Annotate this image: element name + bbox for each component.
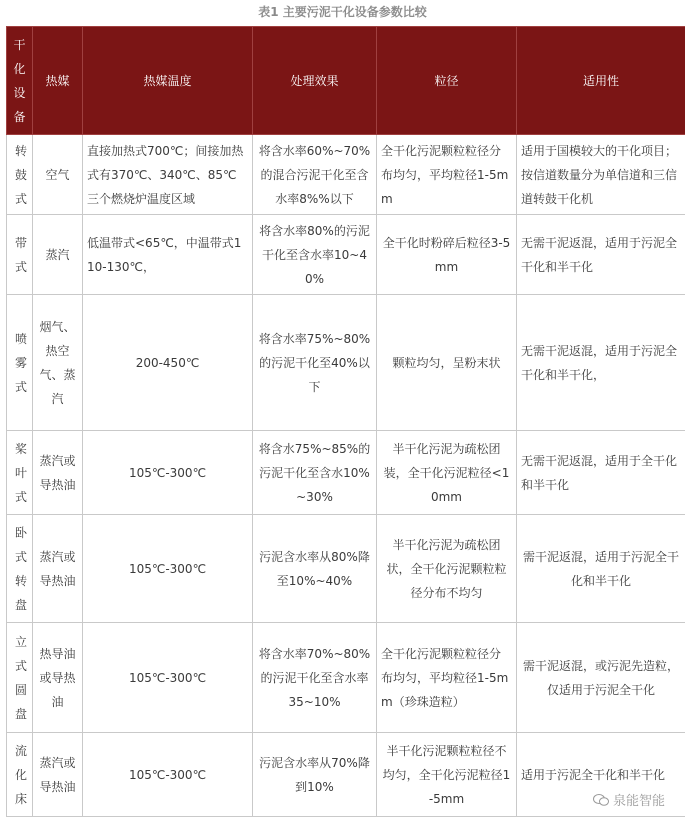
cell-effect: 将含水率60%~70%的混合污泥干化至含水率8%%以下 xyxy=(253,135,377,215)
header-effect: 处理效果 xyxy=(253,27,377,135)
cell-use: 适用于污泥全干化和半干化 xyxy=(517,733,685,817)
wechat-icon xyxy=(593,794,609,806)
cell-device: 桨叶式 xyxy=(7,431,33,515)
cell-effect: 将含水率75%~80%的污泥干化至40%以下 xyxy=(253,295,377,431)
watermark xyxy=(593,790,665,809)
cell-temp: 105℃-300℃ xyxy=(83,733,253,817)
cell-device: 卧式转盘 xyxy=(7,515,33,623)
watermark-text: 泉能智能 xyxy=(612,794,665,809)
cell-medium: 蒸汽或导热油 xyxy=(33,733,83,817)
cell-effect: 污泥含水率从80%降至10%~40% xyxy=(253,515,377,623)
cell-size: 全干化时粉碎后粒径3-5mm xyxy=(377,215,517,295)
cell-use: 无需干泥返混，适用于全干化和半干化 xyxy=(517,431,685,515)
cell-effect: 污泥含水率从70%降到10% xyxy=(253,733,377,817)
table-row xyxy=(7,215,685,295)
cell-size: 半干化污泥为疏松团装，全干化污泥粒径<10mm xyxy=(377,431,517,515)
table-row xyxy=(7,623,685,733)
cell-effect: 将含水75%~85%的污泥干化至含水10%~30% xyxy=(253,431,377,515)
cell-medium: 空气 xyxy=(33,135,83,215)
cell-temp: 直接加热式700℃；间接加热式有370℃、340℃、85℃三个燃烧炉温度区域 xyxy=(83,135,253,215)
cell-size: 半干化污泥颗粒粒径不均匀，全干化污泥粒径1-5mm xyxy=(377,733,517,817)
header-device: 干化设备 xyxy=(7,27,33,135)
cell-medium: 热导油或导热油 xyxy=(33,623,83,733)
table-row xyxy=(7,515,685,623)
cell-medium: 蒸汽 xyxy=(33,215,83,295)
header-use: 适用性 xyxy=(517,27,685,135)
cell-use: 需干泥返混，或污泥先造粒，仅适用于污泥全干化 xyxy=(517,623,685,733)
cell-device: 流化床 xyxy=(7,733,33,817)
cell-use: 无需干泥返混，适用于污泥全干化和半干化， xyxy=(517,295,685,431)
cell-medium: 蒸汽或导热油 xyxy=(33,515,83,623)
cell-device: 转鼓式 xyxy=(7,135,33,215)
cell-medium: 烟气、热空气、蒸汽 xyxy=(33,295,83,431)
cell-temp: 105℃-300℃ xyxy=(83,431,253,515)
cell-temp: 105℃-300℃ xyxy=(83,623,253,733)
cell-temp: 105℃-300℃ xyxy=(83,515,253,623)
cell-size: 全干化污泥颗粒粒径分布均匀，平均粒径1-5mm xyxy=(377,135,517,215)
table-row xyxy=(7,431,685,515)
header-row xyxy=(7,27,685,135)
header-temp: 热媒温度 xyxy=(83,27,253,135)
cell-effect: 将含水率80%的污泥干化至含水率10~40% xyxy=(253,215,377,295)
cell-size: 半干化污泥为疏松团状，全干化污泥颗粒粒径分布不均匀 xyxy=(377,515,517,623)
cell-device: 立式圆盘 xyxy=(7,623,33,733)
header-size: 粒径 xyxy=(377,27,517,135)
cell-size: 全干化污泥颗粒粒径分布均匀，平均粒径1-5mm（珍珠造粒） xyxy=(377,623,517,733)
cell-temp: 低温带式<65℃，中温带式110-130℃， xyxy=(83,215,253,295)
cell-size: 颗粒均匀，呈粉末状 xyxy=(377,295,517,431)
table-caption: 表1 主要污泥干化设备参数比较 xyxy=(258,5,427,19)
cell-use: 适用于国模较大的干化项目；按信道数量分为单信道和三信道转鼓干化机 xyxy=(517,135,685,215)
cell-temp: 200-450℃ xyxy=(83,295,253,431)
header-medium: 热媒 xyxy=(33,27,83,135)
table-row xyxy=(7,733,685,817)
cell-device: 带式 xyxy=(7,215,33,295)
cell-device: 喷雾式 xyxy=(7,295,33,431)
cell-use: 需干泥返混，适用于污泥全干化和半干化 xyxy=(517,515,685,623)
comparison-table xyxy=(6,26,685,817)
cell-medium: 蒸汽或导热油 xyxy=(33,431,83,515)
cell-effect: 将含水率70%~80%的污泥干化至含水率35~10% xyxy=(253,623,377,733)
table-row xyxy=(7,135,685,215)
cell-use: 无需干泥返混，适用于污泥全干化和半干化 xyxy=(517,215,685,295)
table-row xyxy=(7,295,685,431)
